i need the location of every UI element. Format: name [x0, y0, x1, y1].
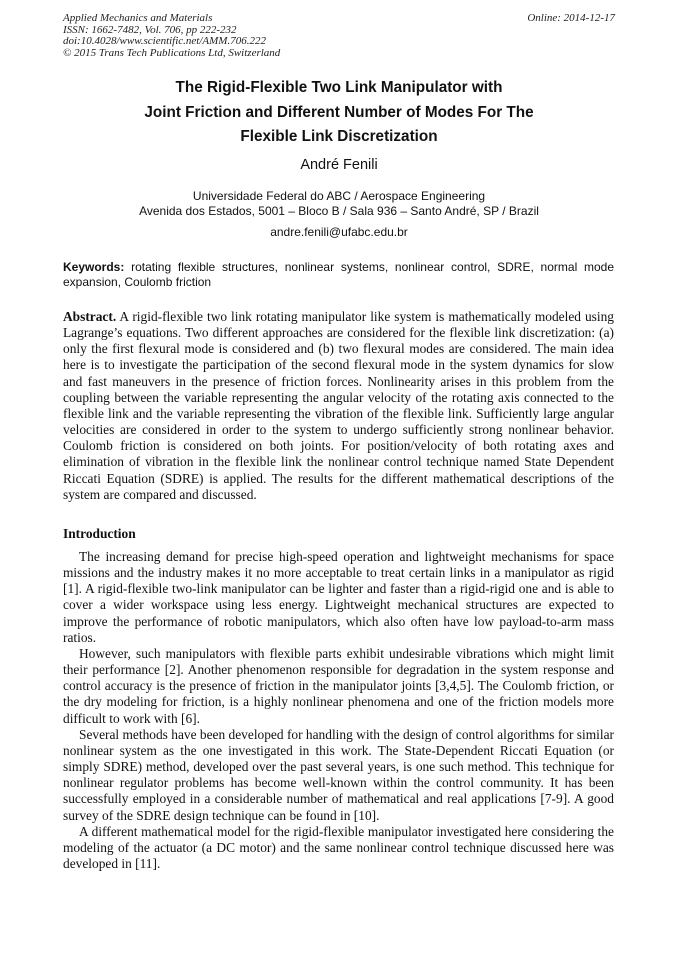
journal-name: Applied Mechanics and Materials [63, 12, 213, 24]
intro-paragraph: Several methods have been developed for handling with the design of control algorithms for similar nonlinear system as the one investigated in this work. The State-Dependent Riccati Equation (or simply SDRE) method, developed over the past several years, is one such method. This technique for nonlinear regulator problems has become well-known within the control community. It has been successfully employed in a considerable number of mathematical and real applications [7-9]. A good survey of the SDRE design technique can be found in [10]. [63, 726, 614, 823]
keywords-block [63, 260, 614, 290]
introduction-body [63, 549, 614, 872]
author-email: andre.fenili@ufabc.edu.br [270, 225, 408, 239]
intro-paragraph: The increasing demand for precise high-speed operation and lightweight mechanisms for space missions and the industry makes it no more acceptable to treat certain links in a manipulator as rigid [1]. A rigid-flexible two-link manipulator can be lighter and faster than a rigid-rigid one and is able to cover a wider workspace using less energy. Lightweight mechanical structures are expected to improve the performance of robotic manipulators, which also often have low payload-to-arm mass ratios. [63, 549, 614, 645]
title-line-1: The Rigid-Flexible Two Link Manipulator with [175, 79, 503, 96]
abstract-block [63, 309, 614, 503]
author-name: André Fenili [300, 157, 378, 173]
keywords-text: rotating flexible structures, nonlinear systems, nonlinear control, SDRE, normal mode expansion, Coulomb friction [63, 260, 614, 289]
title-line-2: Joint Friction and Different Number of Modes For The [144, 103, 534, 121]
affiliation-line-2: Avenida dos Estados, 5001 – Bloco B / Sala 936 – Santo André, SP / Brazil [139, 204, 539, 218]
abstract-label: Abstract. [63, 309, 117, 324]
paper-title [0, 76, 678, 150]
issn-line: ISSN: 1662-7482, Vol. 706, pp 222-232 [63, 23, 237, 36]
keywords-label: Keywords: [63, 260, 125, 274]
copyright-line: © 2015 Trans Tech Publications Ltd, Switzerland [63, 46, 281, 59]
intro-paragraph: A different mathematical model for the rigid-flexible manipulator investigated here considering the modeling of the actuator (a DC motor) and the same nonlinear control technique discussed here was developed in [11]. [63, 823, 614, 871]
online-date: Online: 2014-12-17 [527, 12, 615, 24]
section-heading-introduction: Introduction [63, 526, 136, 541]
abstract-text: A rigid-flexible two link rotating manipulator like system is mathematically modeled using Lagrange’s equations. Two different approaches are considered for the flexible link discretization: (a) only the first flexural mode is considered and (b) two flexural modes are considered. The main idea here is to investigate the participation of the second flexural mode in the system dynamics for slow and fast maneuvers in the presence of friction forces. Nonlinearity arises in this problem from the coupling between the variable representing the angular velocity of the rotating axis connected to the flexible link and the variable representing the vibration of the flexible link. Sufficiently large angular velocities are considered in order to the system to undergo sufficiently strong nonlinear behavior. Coulomb friction is considered on both joints. For position/velocity of both rotating axes and elimination of vibration in the flexible link the nonlinear control technique named State Dependent Riccati Equation (SDRE) is applied. The results for the different mathematical descriptions of the system are compared and discussed. [63, 309, 614, 502]
affiliation-line-1: Universidade Federal do ABC / Aerospace Engineering [192, 189, 486, 203]
title-line-3: Flexible Link Discretization [240, 128, 438, 145]
author-affiliation [0, 189, 678, 219]
intro-paragraph: However, such manipulators with flexible parts exhibit undesirable vibrations which might limit their performance [2]. Another phenomenon responsible for degradation in the system response and control accuracy is the presence of friction in the manipulator joints [3,4,5]. The Coulomb friction, or the dry modeling for friction, is a highly nonlinear phenomena and one of the friction models more difficult to work with [6]. [63, 645, 614, 726]
journal-header [63, 13, 280, 59]
doi-line: doi:10.4028/www.scientific.net/AMM.706.222 [63, 35, 266, 47]
